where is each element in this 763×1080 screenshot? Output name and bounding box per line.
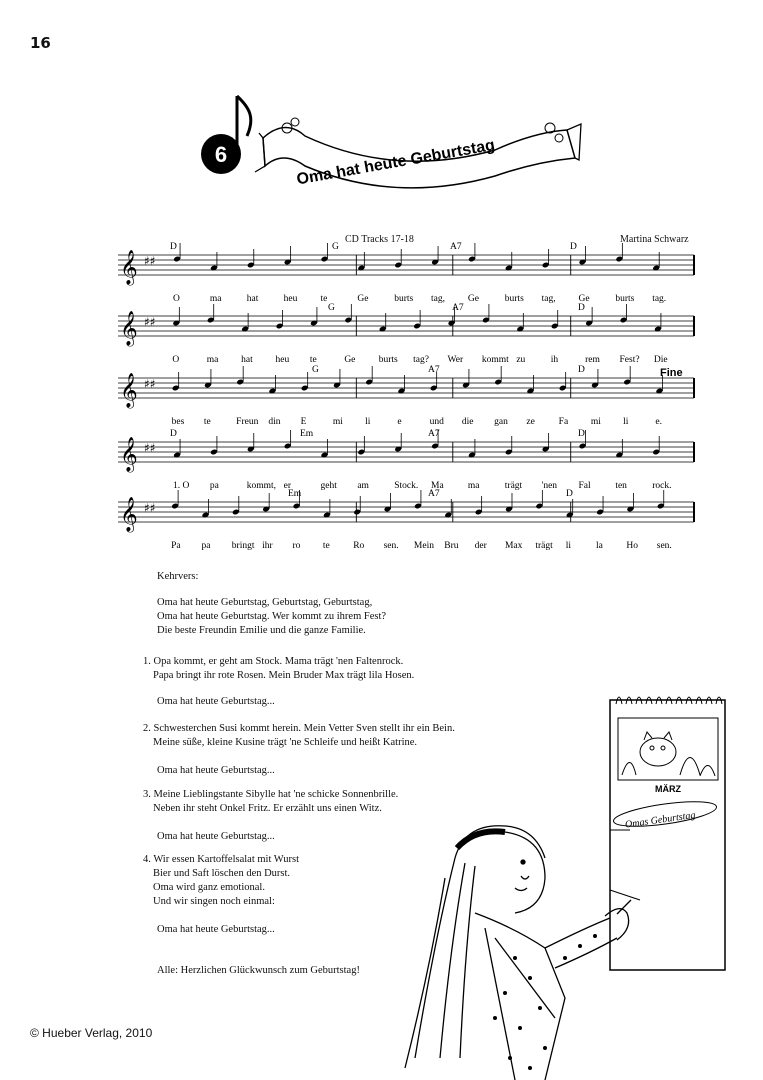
lyric-syllable: ten	[615, 481, 627, 491]
lyric-syllable: li	[565, 541, 571, 551]
verse-line: Und wir singen noch einmal:	[153, 896, 275, 907]
page-number: 16	[30, 34, 51, 52]
verse-line: Papa bringt ihr rote Rosen. Mein Bruder Max trägt lila Hosen.	[153, 670, 415, 681]
lyric-syllable: ma	[206, 355, 219, 365]
lyric-syllable: zu	[516, 355, 526, 365]
chord-symbol: G	[312, 365, 319, 375]
lyric-syllable: tag.	[652, 294, 667, 304]
lyric-syllable: li	[623, 417, 629, 427]
chord-symbol: D	[170, 242, 177, 252]
lyric-syllable: tag,	[541, 294, 556, 304]
lyric-syllable: E	[300, 417, 307, 427]
lyric-syllable: kommt	[481, 355, 509, 365]
key-signature-icon: ♯♯	[144, 377, 156, 391]
copyright-footer: © Hueber Verlag, 2010	[30, 1026, 153, 1040]
lyric-syllable: ihr	[262, 541, 273, 551]
lyric-syllable: er	[283, 481, 292, 491]
lyric-syllable: te	[309, 355, 317, 365]
lyric-syllable: hat	[241, 355, 253, 365]
key-signature-icon: ♯♯	[144, 441, 156, 455]
lyric-syllable: mi	[590, 417, 601, 427]
treble-clef-icon: 𝄞	[120, 497, 138, 532]
refrain-line: Oma hat heute Geburtstag, Geburtstag, Geburtstag,	[157, 597, 373, 608]
lyric-syllable: ze	[526, 417, 535, 427]
chord-symbol: D	[570, 242, 577, 252]
lyric-syllable: trägt	[504, 481, 523, 491]
chord-symbol: Em	[300, 429, 314, 439]
lyric-syllable: geht	[320, 481, 337, 491]
chord-symbol: A7	[428, 429, 440, 439]
lyric-syllable: 'nen	[541, 481, 558, 491]
verse-3	[143, 788, 398, 844]
treble-clef-icon: 𝄞	[120, 373, 138, 408]
verse-number: 1.	[143, 656, 151, 667]
lyric-syllable: burts	[378, 355, 398, 365]
verse-line: Wir essen Kartoffelsalat mit Wurst	[153, 854, 300, 865]
verse-number: 3.	[143, 789, 151, 800]
lyric-syllable: Ma	[431, 481, 444, 491]
lyric-syllable: pa	[201, 541, 211, 551]
lyric-syllable: la	[596, 541, 603, 551]
lyric-syllable: O	[173, 294, 180, 304]
lyric-syllable: ma	[209, 294, 222, 304]
treble-clef-icon: 𝄞	[120, 250, 138, 285]
song-title: Oma hat heute Geburtstag	[295, 136, 497, 189]
refrain-line: Oma hat heute Geburtstag. Wer kommt zu ihrem Fest?	[157, 611, 387, 622]
lyric-syllable: O	[172, 355, 180, 365]
verse-line: Opa kommt, er geht am Stock. Mama trägt 'nen Faltenrock.	[153, 656, 404, 667]
lyric-syllable: Ro	[353, 541, 365, 551]
chord-symbol: A7	[452, 303, 464, 313]
chord-symbol: D	[170, 429, 177, 439]
key-signature-icon: ♯♯	[144, 315, 156, 329]
lyric-syllable: Fest?	[619, 355, 640, 365]
key-signature-icon: ♯♯	[144, 501, 156, 515]
verse-chorus: Oma hat heute Geburtstag...	[157, 765, 275, 776]
lyric-syllable: din	[268, 417, 281, 427]
calendar-note: Omas Geburtstag	[624, 809, 697, 831]
verse-line: Neben ihr steht Onkel Fritz. Er erzählt uns einen Witz.	[153, 803, 382, 814]
lyric-syllable: Wer	[447, 355, 464, 365]
lyric-syllable: te	[203, 417, 211, 427]
lyric-syllable: Pa	[171, 541, 181, 551]
lyric-syllable: Bru	[444, 541, 459, 551]
lyric-syllable: Mein	[413, 541, 434, 551]
lyric-syllable: te	[322, 541, 330, 551]
lyric-syllable: ro	[292, 541, 301, 551]
key-signature-icon: ♯♯	[144, 254, 156, 268]
chord-symbol: D	[578, 365, 585, 375]
lyric-syllable: trägt	[535, 541, 553, 551]
lyric-syllable: heu	[275, 355, 290, 365]
lyric-syllable: der	[474, 541, 487, 551]
chord-symbol: G	[332, 242, 339, 252]
chord-symbol: A7	[428, 365, 440, 375]
chord-symbol: D	[578, 429, 585, 439]
lyric-syllable: ma	[467, 481, 480, 491]
lyric-syllable: sen.	[383, 541, 399, 551]
lyric-syllable: 1. O	[173, 481, 190, 491]
chord-symbol: D	[578, 303, 585, 313]
verse-chorus: Oma hat heute Geburtstag...	[157, 696, 275, 707]
chord-symbol: G	[328, 303, 335, 313]
treble-clef-icon: 𝄞	[120, 311, 138, 346]
refrain-label: Kehrvers:	[157, 571, 199, 582]
lyric-syllable: pa	[209, 481, 219, 491]
chord-symbol: A7	[450, 242, 462, 252]
chord-symbol: A7	[428, 489, 440, 499]
lyric-syllable: bringt	[231, 541, 255, 551]
verse-1	[143, 655, 414, 709]
lyric-syllable: bes	[171, 417, 185, 427]
verse-2	[143, 722, 455, 778]
lyric-syllable: und	[429, 417, 444, 427]
lyric-syllable: Ho	[626, 541, 639, 551]
lyric-syllable: tag?	[413, 355, 429, 365]
lyric-syllable: Ge	[467, 294, 479, 304]
lyric-syllable: burts	[394, 294, 414, 304]
lyric-syllable: tag,	[431, 294, 446, 304]
lyric-syllable: Ge	[357, 294, 369, 304]
verse-line: Bier und Saft löschen den Durst.	[153, 868, 291, 879]
verse-line: Meine Lieblingstante Sibylle hat 'ne schicke Sonnenbrille.	[153, 789, 399, 800]
treble-clef-icon: 𝄞	[120, 437, 138, 472]
lyric-syllable: e	[397, 417, 402, 427]
lyric-syllable: li	[365, 417, 371, 427]
lyric-syllable: Fa	[558, 417, 569, 427]
verse-line: Schwesterchen Susi kommt herein. Mein Vetter Sven stellt ihr ein Bein.	[153, 723, 455, 734]
lyric-syllable: sen.	[656, 541, 672, 551]
verse-line: Meine süße, kleine Kusine trägt 'ne Schleife und heißt Katrine.	[153, 737, 418, 748]
composer: Martina Schwarz	[620, 234, 689, 245]
verse-chorus: Oma hat heute Geburtstag...	[157, 831, 275, 842]
lyric-syllable: Ge	[578, 294, 590, 304]
lyric-syllable: burts	[504, 294, 524, 304]
lyric-syllable: gan	[494, 417, 508, 427]
lyric-syllable: heu	[283, 294, 298, 304]
lyric-syllable: e.	[655, 417, 663, 427]
lyric-syllable: burts	[615, 294, 635, 304]
lyric-syllable: Ge	[344, 355, 356, 365]
lyric-syllable: die	[461, 417, 474, 427]
lyric-syllable: kommt,	[246, 481, 277, 491]
lyric-syllable: am	[357, 481, 369, 491]
lyric-syllable: rock.	[652, 481, 672, 491]
lyric-syllable: Stock.	[394, 481, 419, 491]
verse-4	[143, 853, 299, 937]
lyric-syllable: Fal	[578, 481, 591, 491]
chord-symbol: D	[566, 489, 573, 499]
verse-number: 2.	[143, 723, 151, 734]
lyric-syllable: Freun	[236, 417, 259, 427]
calendar-month: MÄRZ	[655, 784, 681, 794]
refrain-line: Die beste Freundin Emilie und die ganze Familie.	[157, 625, 366, 636]
lyrics-text	[157, 570, 386, 638]
lyric-syllable: hat	[246, 294, 259, 304]
fine-label: Fine	[660, 367, 683, 379]
lyric-syllable: te	[320, 294, 328, 304]
lyric-syllable: Max	[504, 541, 523, 551]
chord-symbol: Em	[288, 489, 302, 499]
verse-number: 4.	[143, 854, 151, 865]
lyric-syllable: ih	[550, 355, 559, 365]
cd-tracks: CD Tracks 17-18	[345, 234, 414, 245]
lyric-syllable: Die	[653, 355, 668, 365]
song-number: 6	[214, 142, 228, 167]
lyric-syllable: mi	[332, 417, 343, 427]
closing-line: Alle: Herzlichen Glückwunsch zum Geburtstag!	[157, 965, 360, 976]
lyric-syllable: rem	[585, 355, 600, 365]
verse-line: Oma wird ganz emotional.	[153, 882, 265, 893]
verse-chorus: Oma hat heute Geburtstag...	[157, 924, 275, 935]
girl-illustration	[395, 818, 665, 1080]
